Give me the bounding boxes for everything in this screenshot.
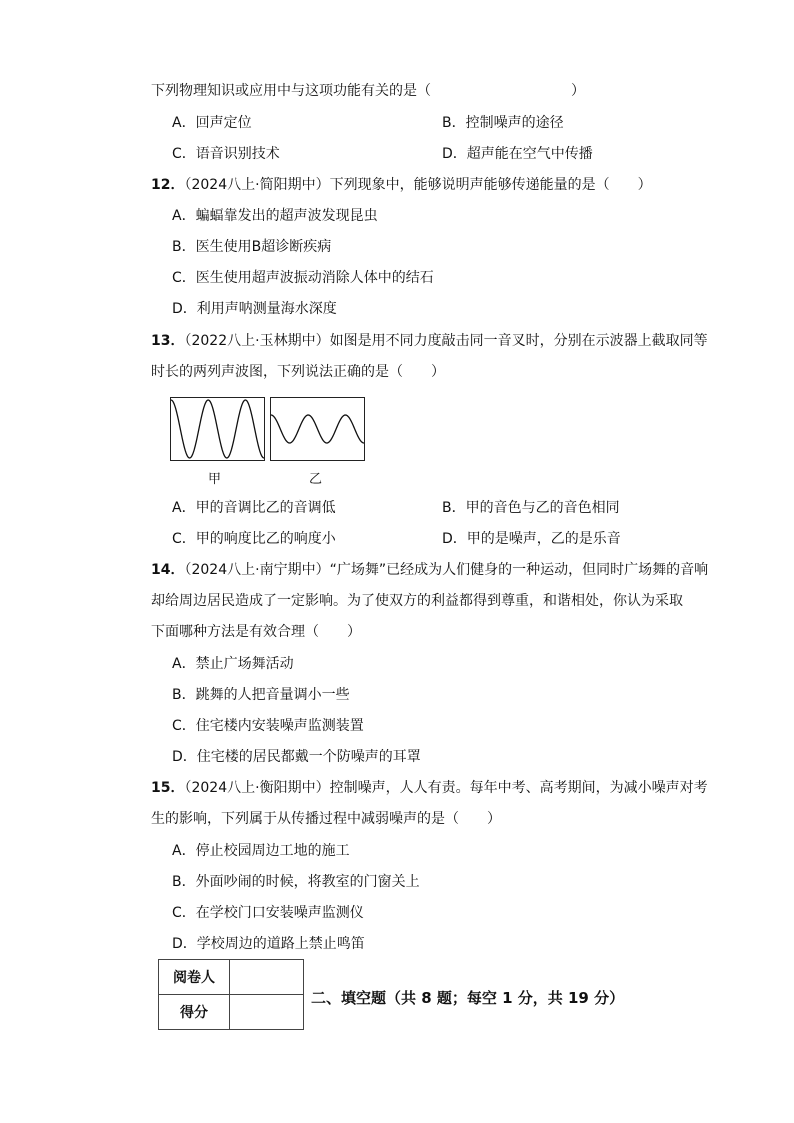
q15-option-d: D．学校周边的道路上禁止鸣笛 (172, 936, 365, 952)
q13-number: 13． (151, 333, 185, 349)
q14-number: 14． (151, 562, 185, 578)
q14-option-d: D．住宅楼的居民都戴一个防噪声的耳罩 (172, 749, 421, 765)
q15-number: 15． (151, 780, 185, 796)
q12-option-b: B．医生使用B超诊断疾病 (172, 239, 332, 255)
q15-stem-line2: 生的影响，下列属于从传播过程中减弱噪声的是（ ） (151, 811, 501, 827)
q13-option-d: D．甲的是噪声，乙的是乐音 (442, 531, 621, 547)
q13-option-c: C．甲的响度比乙的响度小 (172, 531, 336, 547)
q12-stem (151, 176, 652, 194)
q14-option-b: B．跳舞的人把音量调小一些 (172, 687, 350, 703)
q15-source: （2024八上·衡阳期中） (184, 780, 330, 796)
q13-source: （2022八上·玉林期中） (184, 333, 330, 349)
waveform-yi-label: 乙 (309, 472, 323, 487)
waveform-yi (270, 397, 365, 461)
score-label: 得分 (159, 995, 230, 1030)
q12-question: 下列现象中，能够说明声能够传递能量的是（ ） (329, 177, 652, 193)
q14-stem-line3: 下面哪种方法是有效合理（ ） (151, 624, 361, 640)
q11-option-c: C．语音识别技术 (172, 146, 280, 162)
q15-stem-line1 (151, 779, 708, 797)
q14-option-a: A．禁止广场舞活动 (172, 656, 294, 672)
waveform-jia-curve (171, 400, 264, 458)
q12-number: 12． (151, 177, 185, 193)
score-cell[interactable] (230, 995, 304, 1030)
reviewer-cell[interactable] (230, 960, 304, 995)
q12-option-a: A．蝙蝠靠发出的超声波发现昆虫 (172, 208, 378, 224)
q15-option-b: B．外面吵闹的时候，将教室的门窗关上 (172, 874, 420, 890)
q12-source: （2024八上·简阳期中） (184, 177, 330, 193)
q14-stem-line2: 却给周边居民造成了一定影响。为了使双方的利益都得到尊重，和谐相处，你认为采取 (151, 593, 683, 609)
waveform-jia (170, 397, 265, 461)
section-title: 二、填空题（共 8 题；每空 1 分，共 19 分） (311, 989, 625, 1007)
q11-option-a: A．回声定位 (172, 115, 252, 131)
reviewer-label: 阅卷人 (159, 960, 230, 995)
q14-option-c: C．住宅楼内安装噪声监测装置 (172, 718, 364, 734)
q13-stem-line2: 时长的两列声波图，下列说法正确的是（ ） (151, 364, 445, 380)
score-table (158, 959, 304, 1030)
q11-option-d: D．超声能在空气中传播 (442, 146, 593, 162)
q13-option-a: A．甲的音调比乙的音调低 (172, 500, 336, 516)
q14-question-line1: “广场舞”已经成为人们健身的一种运动，但同时广场舞的音响 (329, 562, 709, 578)
q11-option-b: B．控制噪声的途径 (442, 115, 564, 131)
waveform-yi-curve (271, 415, 364, 443)
q11-stem-tail: 下列物理知识或应用中与这项功能有关的是（ ） (151, 83, 585, 99)
q15-option-c: C．在学校门口安装噪声监测仪 (172, 905, 364, 921)
q15-option-a: A．停止校园周边工地的施工 (172, 843, 350, 859)
q15-question-line1: 控制噪声，人人有责。每年中考、高考期间，为减小噪声对考 (329, 780, 708, 796)
q12-option-d: D．利用声呐测量海水深度 (172, 301, 337, 317)
waveform-jia-label: 甲 (208, 472, 222, 487)
q13-question-line1: 如图是用不同力度敲击同一音叉时，分别在示波器上截取同等 (329, 333, 708, 349)
q13-stem-line1 (151, 332, 708, 350)
q13-option-b: B．甲的音色与乙的音色相同 (442, 500, 620, 516)
q14-stem-line1 (151, 561, 708, 579)
q12-option-c: C．医生使用超声波振动消除人体中的结石 (172, 270, 434, 286)
q14-source: （2024八上·南宁期中） (184, 562, 330, 578)
